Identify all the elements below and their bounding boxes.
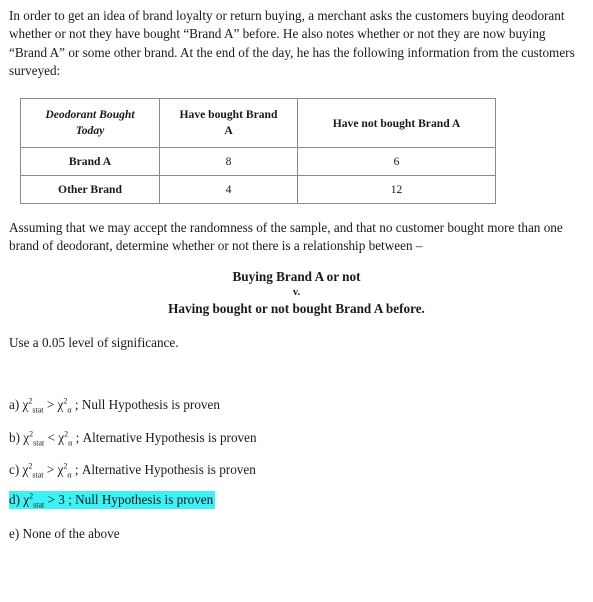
option-text: ; Null Hypothesis is proven	[64, 492, 214, 507]
option-letter: d)	[9, 492, 20, 507]
chi-symbol: χ	[57, 397, 64, 412]
superscript: 2	[28, 396, 33, 406]
chi-symbol: χ	[58, 430, 65, 445]
subscript: stat	[33, 438, 45, 448]
relationship-line-2: Having bought or not bought Brand A before.	[168, 301, 425, 316]
header-have-bought	[160, 99, 298, 148]
operator: <	[44, 430, 59, 445]
subscript: α	[67, 470, 72, 480]
header-col1-line2: Today	[75, 124, 105, 137]
subscript: α	[68, 438, 73, 448]
chi-symbol: χ	[22, 397, 29, 412]
option-letter: b)	[9, 430, 20, 445]
subscript: stat	[32, 405, 44, 415]
option-c[interactable]	[9, 461, 256, 479]
intro-paragraph: In order to get an idea of brand loyalty or return buying, a merchant asks the customers buying deodorant whether or not they have bought “Brand A” before. He also notes whether or not they are now buying “Brand A” or some other brand. At the end of the day, he has the following information from the customers surveyed:	[9, 8, 575, 79]
option-text: ; Alternative Hypothesis is proven	[71, 462, 256, 477]
subscript: stat	[33, 500, 45, 510]
superscript: 2	[64, 429, 69, 439]
chi-symbol: χ	[23, 492, 30, 507]
relationship-line-1: Buying Brand A or not	[232, 269, 361, 284]
data-table	[20, 98, 496, 204]
operator: >	[43, 462, 58, 477]
significance-note: Use a 0.05 level of significance.	[9, 335, 179, 350]
table-row	[21, 148, 496, 176]
table-header-row	[21, 99, 496, 148]
cell-bought: 8	[160, 148, 298, 176]
option-a[interactable]	[9, 396, 220, 414]
option-b[interactable]	[9, 429, 257, 447]
option-text: ; Null Hypothesis is proven	[71, 397, 220, 412]
cell-bought: 4	[160, 176, 298, 204]
chi-symbol: χ	[23, 430, 30, 445]
subscript: α	[67, 405, 72, 415]
header-col1-line1: Deodorant Bought	[45, 108, 135, 121]
superscript: 2	[63, 396, 68, 406]
option-text: None of the above	[22, 526, 120, 541]
table-row	[21, 176, 496, 204]
superscript: 2	[29, 429, 34, 439]
header-have-not-bought: Have not bought Brand A	[298, 99, 496, 148]
operator: > 3	[44, 492, 65, 507]
superscript: 2	[63, 461, 68, 471]
relationship-versus: v.	[292, 287, 301, 298]
row-label: Other Brand	[21, 176, 160, 204]
operator: >	[43, 397, 58, 412]
option-text: ; Alternative Hypothesis is proven	[72, 430, 257, 445]
chi-symbol: χ	[22, 462, 29, 477]
header-col2-line2: A	[224, 124, 233, 137]
header-deodorant-bought-today	[21, 99, 160, 148]
option-letter: e)	[9, 526, 20, 541]
cell-not-bought: 12	[298, 176, 496, 204]
option-letter: a)	[9, 397, 20, 412]
subscript: stat	[32, 470, 44, 480]
question-paragraph: Assuming that we may accept the randomness of the sample, and that no customer bought more than one brand of deodorant, determine whether or not there is a relationship between –	[9, 220, 563, 254]
chi-symbol: χ	[57, 462, 64, 477]
header-col2-line1: Have bought Brand	[179, 108, 278, 121]
superscript: 2	[28, 461, 33, 471]
row-label: Brand A	[21, 148, 160, 176]
cell-not-bought: 6	[298, 148, 496, 176]
option-letter: c)	[9, 462, 20, 477]
option-e[interactable]	[9, 525, 120, 543]
option-d-highlighted[interactable]	[9, 491, 215, 509]
superscript: 2	[29, 491, 34, 501]
